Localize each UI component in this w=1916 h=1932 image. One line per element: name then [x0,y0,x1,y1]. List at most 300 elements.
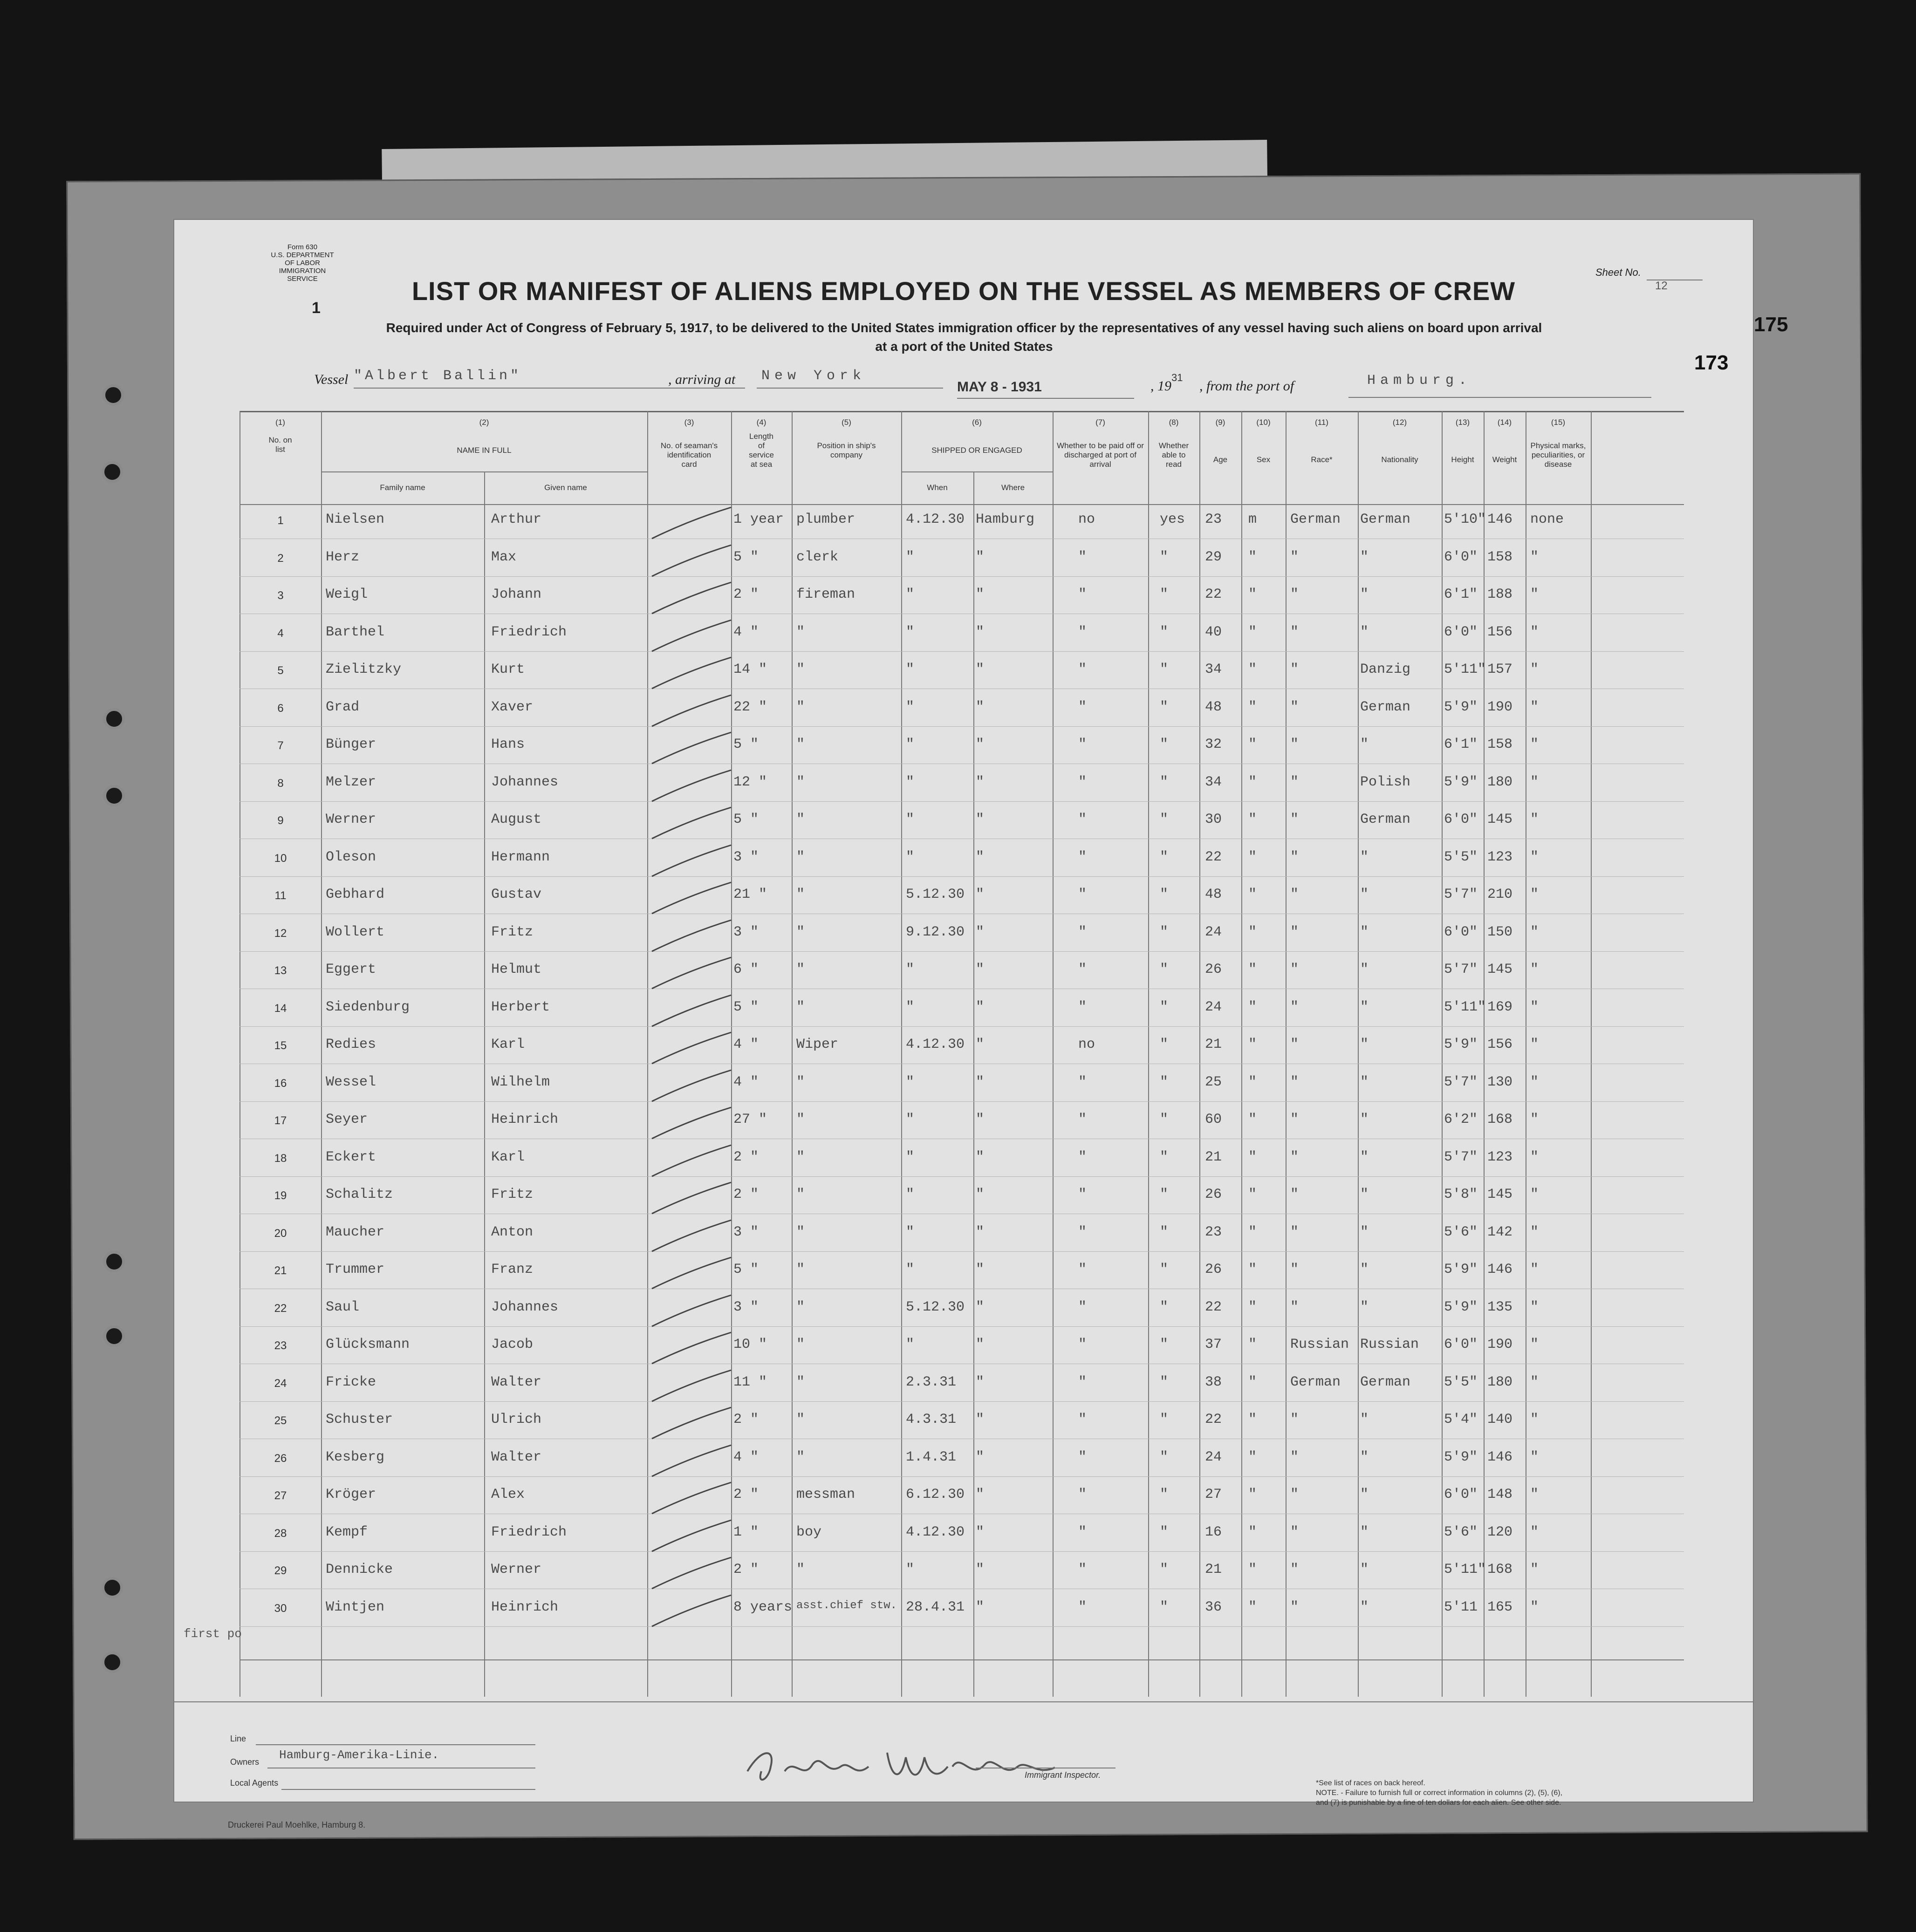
cell-race: " [1290,549,1299,565]
cell-weight: 145 [1487,812,1513,827]
id-card-pen-stroke [650,1443,733,1480]
owners-value: Hamburg-Amerika-Linie. [279,1748,439,1762]
cell-where: " [976,662,985,677]
cell-age: 26 [1205,1187,1222,1202]
cell-where: " [976,774,985,790]
cell-when: " [906,1112,915,1127]
cell-marks: " [1530,1337,1539,1352]
cell-sex: " [1248,1149,1257,1165]
cell-service: 1 year [733,512,784,527]
cell-position: " [796,1262,805,1277]
binder-hole [102,1577,123,1598]
cell-race: " [1290,699,1299,715]
arriving-label: , arriving at [668,372,736,387]
cell-race: " [1290,812,1299,827]
cell-marks: " [1530,1187,1539,1202]
cell-position: " [796,662,805,677]
department: U.S. DEPARTMENT OF LABOR [271,251,334,267]
year-value: 31 [1171,372,1183,383]
col11-header: (11) Race* [1311,418,1333,464]
cell-race: " [1290,1449,1299,1465]
cell-read: " [1160,1074,1169,1090]
row-number: 22 [274,1302,287,1315]
inspector-signature [733,1739,1069,1795]
id-card-pen-stroke [650,1555,733,1592]
cell-read: " [1160,1599,1169,1615]
cell-read: " [1160,1449,1169,1465]
cell-service: 2 " [733,1187,759,1202]
cell-paid: " [1078,1224,1087,1240]
cell-where: " [976,1562,985,1577]
row-number: 30 [274,1602,287,1615]
cell-nationality: " [1360,1112,1369,1127]
cell-when: " [906,1149,915,1165]
cell-marks: " [1530,1074,1539,1090]
cell-weight: 188 [1487,587,1513,602]
id-card-pen-stroke [650,1368,733,1405]
margin-note: first po [184,1627,242,1641]
cell-where: " [976,1187,985,1202]
cell-service: 3 " [733,924,759,940]
cell-given: Johann [491,587,542,602]
cell-age: 34 [1205,774,1222,790]
cell-read: " [1160,699,1169,715]
row-number: 7 [277,739,284,752]
cell-given: Johannes [491,774,559,790]
cell-height: 5'11" [1444,1562,1486,1577]
cell-marks: " [1530,1299,1539,1315]
cell-paid: " [1078,1449,1087,1465]
cell-age: 23 [1205,1224,1222,1240]
id-card-pen-stroke [650,1518,733,1555]
cell-given: Karl [491,1037,525,1052]
cell-given: Xaver [491,699,534,715]
cell-marks: " [1530,699,1539,715]
cell-read: " [1160,962,1169,977]
cell-service: 3 " [733,1224,759,1240]
cell-when: " [906,587,915,602]
cell-when: 5.12.30 [906,1299,965,1315]
cell-read: " [1160,549,1169,565]
cell-family: Werner [326,812,376,827]
cell-marks: " [1530,1412,1539,1427]
cell-race: " [1290,1112,1299,1127]
cell-race: " [1290,999,1299,1015]
col3-header: (3) No. of seaman's identification card [660,418,718,469]
cell-weight: 169 [1487,999,1513,1015]
cell-height: 6'1" [1444,737,1478,752]
row-rule [240,1401,1684,1402]
cell-read: " [1160,1337,1169,1352]
cell-sex: " [1248,999,1257,1015]
cell-age: 40 [1205,624,1222,640]
cell-age: 21 [1205,1149,1222,1165]
cell-when: 2.3.31 [906,1374,957,1390]
from-port-label: , from the port of [1199,378,1294,394]
owners-label: Owners [230,1757,260,1767]
cell-position: messman [796,1487,855,1502]
cell-family: Wollert [326,924,385,940]
inspector-label: Immigrant Inspector. [1025,1770,1101,1780]
cell-height: 5'8" [1444,1187,1478,1202]
cell-paid: " [1078,1599,1087,1615]
cell-given: August [491,812,542,827]
cell-position: " [796,812,805,827]
cell-paid: " [1078,1524,1087,1540]
col8-header: (8) Whether able to read [1158,418,1189,469]
cell-when: " [906,1224,915,1240]
cell-marks: " [1530,1599,1539,1615]
cell-nationality: Danzig [1360,662,1411,677]
cell-when: " [906,812,915,827]
cell-family: Fricke [326,1374,376,1390]
cell-race: " [1290,1599,1299,1615]
cell-paid: " [1078,999,1087,1015]
cell-height: 6'1" [1444,587,1478,602]
cell-age: 48 [1205,699,1222,715]
cell-when: " [906,624,915,640]
cell-race: " [1290,662,1299,677]
family-name-header: Family name [380,483,425,492]
cell-given: Friedrich [491,1524,567,1540]
cell-sex: " [1248,1524,1257,1540]
cell-family: Grad [326,699,360,715]
cell-service: 6 " [733,962,759,977]
cell-race: " [1290,1299,1299,1315]
cell-read: " [1160,737,1169,752]
cell-race: " [1290,774,1299,790]
cell-family: Glücksmann [326,1337,410,1352]
cell-paid: " [1078,1412,1087,1427]
cell-weight: 130 [1487,1074,1513,1090]
cell-nationality: " [1360,549,1369,565]
row-rule [240,1101,1684,1102]
cell-height: 5'5" [1444,1374,1478,1390]
cell-read: " [1160,1037,1169,1052]
row-rule [240,576,1684,577]
id-card-pen-stroke [650,1405,733,1442]
cell-marks: " [1530,737,1539,752]
cell-race: German [1290,1374,1341,1390]
cell-age: 36 [1205,1599,1222,1615]
cell-age: 60 [1205,1112,1222,1127]
cell-family: Nielsen [326,512,385,527]
cell-given: Heinrich [491,1112,559,1127]
cell-nationality: " [1360,887,1369,902]
vessel-name: "Albert Ballin" [354,368,522,384]
row-rule [240,651,1684,652]
cell-when: " [906,549,915,565]
cell-race: " [1290,924,1299,940]
cell-weight: 156 [1487,624,1513,640]
cell-given: Hans [491,737,525,752]
id-card-pen-stroke [650,693,733,730]
cell-age: 22 [1205,849,1222,865]
cell-sex: " [1248,1562,1257,1577]
cell-weight: 210 [1487,887,1513,902]
cell-when: " [906,774,915,790]
cell-read: " [1160,1224,1169,1240]
cell-family: Schuster [326,1412,393,1427]
cell-sex: " [1248,962,1257,977]
cell-race: " [1290,1187,1299,1202]
row-number: 24 [274,1377,287,1390]
cell-service: 2 " [733,1412,759,1427]
cell-height: 5'10" [1444,512,1486,527]
cell-position: " [796,962,805,977]
cell-read: " [1160,924,1169,940]
cell-nationality: " [1360,1074,1369,1090]
cell-given: Ulrich [491,1412,542,1427]
cell-marks: " [1530,774,1539,790]
cell-when: " [906,1337,915,1352]
cell-age: 24 [1205,924,1222,940]
cell-marks: " [1530,1149,1539,1165]
cell-paid: " [1078,1112,1087,1127]
cell-family: Maucher [326,1224,385,1240]
cell-position: fireman [796,587,855,602]
cell-height: 6'0" [1444,812,1478,827]
cell-when: 4.12.30 [906,1524,965,1540]
printer-credit: Druckerei Paul Moehlke, Hamburg 8. [228,1820,366,1830]
col10-header: (10) Sex [1256,418,1271,464]
manifest-page [173,219,1788,1830]
cell-weight: 168 [1487,1562,1513,1577]
cell-paid: " [1078,662,1087,677]
cell-service: 2 " [733,1487,759,1502]
cell-sex: " [1248,924,1257,940]
cell-paid: " [1078,1074,1087,1090]
cell-sex: " [1248,1337,1257,1352]
cell-given: Franz [491,1262,534,1277]
cell-height: 5'5" [1444,849,1478,865]
cell-sex: " [1248,849,1257,865]
local-agents-label: Local Agents [230,1778,279,1788]
cell-race: " [1290,962,1299,977]
cell-weight: 146 [1487,1449,1513,1465]
cell-service: 4 " [733,624,759,640]
cell-paid: " [1078,1337,1087,1352]
cell-nationality: " [1360,1149,1369,1165]
cell-marks: " [1530,924,1539,940]
cell-nationality: " [1360,587,1369,602]
cell-when: " [906,1187,915,1202]
cell-given: Werner [491,1562,542,1577]
cell-position: Wiper [796,1037,839,1052]
cell-race: " [1290,1037,1299,1052]
cell-race: " [1290,1262,1299,1277]
cell-nationality: " [1360,624,1369,640]
cell-given: Helmut [491,962,542,977]
cell-age: 32 [1205,737,1222,752]
cell-family: Trummer [326,1262,385,1277]
cell-where: " [976,1112,985,1127]
cell-nationality: " [1360,1187,1369,1202]
cell-race: " [1290,1562,1299,1577]
cell-service: 10 " [733,1337,767,1352]
cell-given: Friedrich [491,624,567,640]
cell-family: Saul [326,1299,360,1315]
cell-race: " [1290,587,1299,602]
cell-service: 5 " [733,737,759,752]
footnote: *See list of races on back hereof. NOTE. - Failure to furnish full or correct information in columns (2), (5), (6), and (7) is punishable by a fine of ten dollars for each alien. See other side. [1316,1779,1563,1807]
cell-race: " [1290,1412,1299,1427]
cell-family: Kempf [326,1524,368,1540]
cell-age: 24 [1205,1449,1222,1465]
cell-where: " [976,924,985,940]
id-card-pen-stroke [650,655,733,692]
cell-marks: " [1530,1262,1539,1277]
form-number: Form 630 [287,243,318,251]
where-header: Where [1001,483,1025,492]
cell-age: 38 [1205,1374,1222,1390]
cell-nationality: " [1360,1412,1369,1427]
row-number: 17 [274,1114,287,1127]
cell-read: " [1160,999,1169,1015]
cell-nationality: " [1360,999,1369,1015]
cell-paid: " [1078,1562,1087,1577]
cell-nationality: " [1360,1524,1369,1540]
cell-position: " [796,1299,805,1315]
cell-where: " [976,999,985,1015]
cell-sex: " [1248,624,1257,640]
cell-weight: 123 [1487,849,1513,865]
cell-sex: " [1248,1074,1257,1090]
cell-position: " [796,849,805,865]
cell-where: " [976,1412,985,1427]
cell-age: 23 [1205,512,1222,527]
cell-sex: " [1248,887,1257,902]
cell-when: 9.12.30 [906,924,965,940]
page-title: LIST OR MANIFEST OF ALIENS EMPLOYED ON THE VESSEL AS MEMBERS OF CREW [411,276,1516,306]
cell-height: 5'6" [1444,1524,1478,1540]
cell-age: 27 [1205,1487,1222,1502]
cell-position: " [796,1112,805,1127]
cell-paid: " [1078,699,1087,715]
id-card-pen-stroke [650,1480,733,1517]
row-number: 19 [274,1189,287,1202]
cell-read: " [1160,624,1169,640]
cell-sex: " [1248,1412,1257,1427]
cell-family: Gebhard [326,887,385,902]
cell-height: 5'9" [1444,1449,1478,1465]
cell-where: " [976,887,985,902]
cell-sex: " [1248,1487,1257,1502]
cell-nationality: German [1360,699,1411,715]
cell-sex: " [1248,774,1257,790]
cell-sex: " [1248,587,1257,602]
cell-paid: " [1078,1187,1087,1202]
cell-when: " [906,662,915,677]
id-card-pen-stroke [650,1218,733,1255]
cell-service: 27 " [733,1112,767,1127]
cell-service: 4 " [733,1074,759,1090]
margin-mark: 1 [312,299,321,317]
row-rule [240,1326,1684,1327]
cell-family: Seyer [326,1112,368,1127]
row-rule [240,1251,1684,1252]
cell-race: " [1290,737,1299,752]
cell-where: " [976,1149,985,1165]
cell-weight: 150 [1487,924,1513,940]
cell-family: Dennicke [326,1562,393,1577]
cell-read: " [1160,587,1169,602]
cell-race: " [1290,1224,1299,1240]
cell-marks: " [1530,1037,1539,1052]
cell-nationality: Russian [1360,1337,1419,1352]
when-header: When [927,483,948,492]
cell-age: 26 [1205,962,1222,977]
cell-position: " [796,1187,805,1202]
cell-nationality: " [1360,1037,1369,1052]
cell-paid: " [1078,587,1087,602]
col7-header: (7) Whether to be paid off or discharged at port of arrival [1057,418,1144,469]
given-name-header: Given name [544,483,587,492]
cell-family: Redies [326,1037,376,1052]
cell-nationality: " [1360,1224,1369,1240]
cell-service: 21 " [733,887,767,902]
cell-height: 5'4" [1444,1412,1478,1427]
id-card-pen-stroke [650,618,733,655]
sheet-number: 12 [1655,280,1668,292]
cell-race: " [1290,1487,1299,1502]
cell-position: " [796,737,805,752]
cell-nationality: " [1360,1262,1369,1277]
cell-height: 5'11 [1444,1599,1478,1615]
cell-height: 5'11" [1444,999,1486,1015]
cell-where: " [976,1074,985,1090]
arrival-date-stamp: MAY 8 - 1931 [957,379,1042,395]
id-card-pen-stroke [650,1068,733,1105]
row-number: 12 [274,927,287,940]
binder-hole [103,1325,125,1347]
cell-when: 1.4.31 [906,1449,957,1465]
row-number: 28 [274,1527,287,1540]
cell-read: " [1160,1374,1169,1390]
cell-service: 5 " [733,1262,759,1277]
cell-paid: " [1078,1487,1087,1502]
cell-read: " [1160,1112,1169,1127]
col1-header: (1) No. on list [268,418,292,454]
cell-read: " [1160,662,1169,677]
cell-race: " [1290,624,1299,640]
cell-height: 6'0" [1444,1487,1478,1502]
cell-given: Fritz [491,924,534,940]
cell-when: " [906,1562,915,1577]
binder-hole [103,785,125,806]
cell-race: " [1290,1074,1299,1090]
row-rule [240,726,1684,727]
id-card-pen-stroke [650,1330,733,1367]
cell-marks: " [1530,1524,1539,1540]
id-card-pen-stroke [650,1593,733,1630]
cell-given: Hermann [491,849,550,865]
row-number: 4 [277,627,284,640]
cell-position: " [796,1149,805,1165]
cell-family: Eckert [326,1149,376,1165]
cell-paid: " [1078,849,1087,865]
cell-height: 6'0" [1444,624,1478,640]
col5-header: (5) Position in ship's company [817,418,876,459]
cell-read: " [1160,1524,1169,1540]
col13-header: (13) Height [1451,418,1474,464]
cell-age: 30 [1205,812,1222,827]
id-card-pen-stroke [650,730,733,767]
cell-height: 5'9" [1444,774,1478,790]
cell-race: German [1290,512,1341,527]
cell-when: 4.12.30 [906,512,965,527]
subtitle-line-2: at a port of the United States [875,339,1053,354]
